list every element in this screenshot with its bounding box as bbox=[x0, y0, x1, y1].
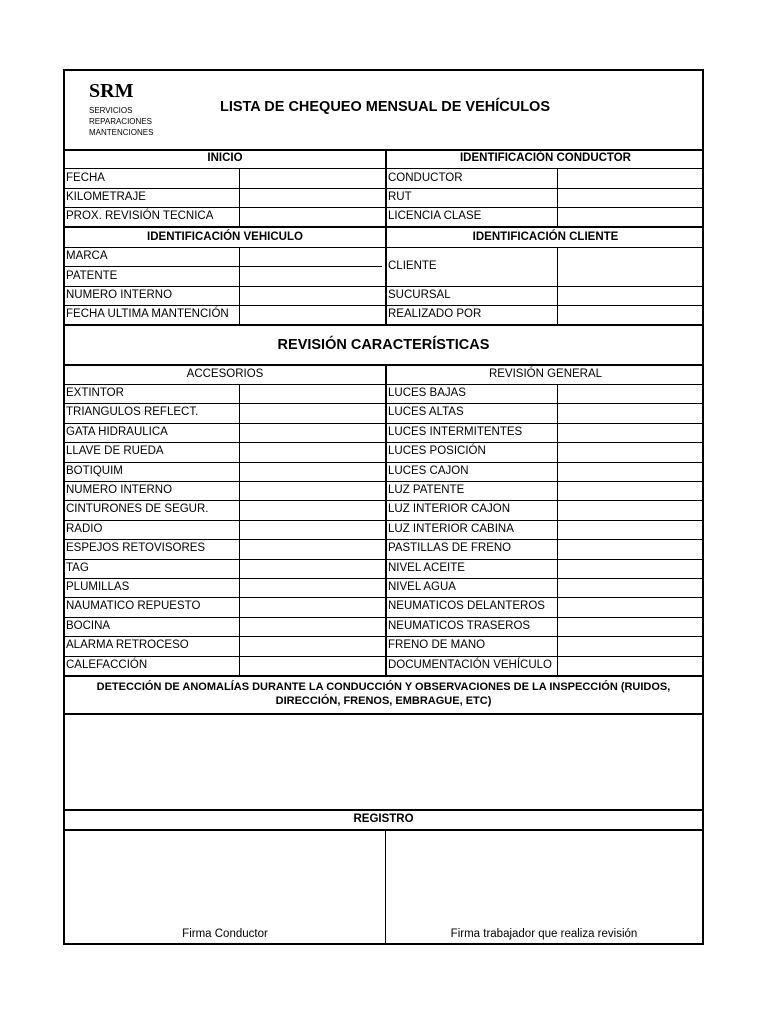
revision-check-cell[interactable] bbox=[558, 424, 704, 442]
revision-check-cell[interactable] bbox=[558, 598, 704, 616]
patente-input[interactable] bbox=[240, 267, 385, 286]
revision-check-cell[interactable] bbox=[558, 501, 704, 519]
conductor-input[interactable] bbox=[558, 169, 704, 188]
accesorio-item-label: CALEFACCIÓN bbox=[66, 659, 148, 672]
accesorio-item-label: ALARMA RETROCESO bbox=[66, 639, 189, 652]
accesorio-item-label: NAUMATICO REPUESTO bbox=[66, 600, 201, 613]
revision-check-cell[interactable] bbox=[558, 637, 704, 655]
revision-item-label: LUZ INTERIOR CAJON bbox=[388, 503, 511, 516]
revision-item-label: PASTILLAS DE FRENO bbox=[388, 542, 512, 555]
accesorios-header: ACCESORIOS bbox=[186, 368, 264, 381]
grid-line bbox=[385, 364, 387, 675]
accesorio-check-cell[interactable] bbox=[240, 482, 385, 500]
logo-line-1: SERVICIOS bbox=[89, 106, 133, 115]
accesorio-check-cell[interactable] bbox=[240, 540, 385, 558]
checklist-sheet bbox=[63, 69, 704, 945]
accesorio-check-cell[interactable] bbox=[240, 657, 385, 675]
licencia-label: LICENCIA CLASE bbox=[388, 210, 482, 223]
grid-line bbox=[65, 675, 702, 677]
firma-conductor-area[interactable] bbox=[65, 831, 385, 927]
observaciones-area[interactable] bbox=[65, 715, 702, 809]
accesorio-item-label: ESPEJOS RETOVISORES bbox=[66, 542, 206, 555]
revision-check-cell[interactable] bbox=[558, 404, 704, 422]
cliente-label: CLIENTE bbox=[388, 260, 437, 273]
accesorio-check-cell[interactable] bbox=[240, 598, 385, 616]
revision-item-label: FRENO DE MANO bbox=[388, 639, 486, 652]
revision-item-label: NEUMATICOS DELANTEROS bbox=[388, 600, 545, 613]
rut-label: RUT bbox=[388, 191, 412, 204]
logo-line-2: REPARACIONES bbox=[89, 117, 152, 126]
conductor-header: IDENTIFICACIÓN CONDUCTOR bbox=[459, 152, 631, 165]
accesorio-item-label: CINTURONES DE SEGUR. bbox=[66, 503, 209, 516]
inicio-label-prox-revision: PROX. REVISIÓN TECNICA bbox=[66, 210, 214, 223]
kilometraje-input[interactable] bbox=[240, 189, 385, 207]
revision-item-label: NIVEL ACEITE bbox=[388, 562, 465, 575]
page-title: LISTA DE CHEQUEO MENSUAL DE VEHÍCULOS bbox=[219, 99, 551, 115]
fecha-mantencion-label: FECHA ULTIMA MANTENCIÓN bbox=[66, 308, 229, 321]
revision-item-label: LUCES BAJAS bbox=[388, 387, 466, 400]
marca-input[interactable] bbox=[240, 248, 385, 266]
cliente-header: IDENTIFICACIÓN CLIENTE bbox=[472, 230, 619, 243]
accesorio-check-cell[interactable] bbox=[240, 443, 385, 461]
revision-item-label: NIVEL AGUA bbox=[388, 581, 456, 594]
accesorio-item-label: BOCINA bbox=[66, 620, 111, 633]
revision-item-label: NEUMATICOS TRASEROS bbox=[388, 620, 531, 633]
accesorio-check-cell[interactable] bbox=[240, 501, 385, 519]
accesorio-item-label: EXTINTOR bbox=[66, 387, 124, 400]
accesorio-check-cell[interactable] bbox=[240, 560, 385, 578]
inicio-label-fecha: FECHA bbox=[66, 171, 105, 184]
firma-trabajador-label: Firma trabajador que realiza revisión bbox=[450, 928, 638, 941]
revision-check-cell[interactable] bbox=[558, 521, 704, 539]
revision-item-label: LUCES INTERMITENTES bbox=[388, 426, 523, 439]
licencia-input[interactable] bbox=[558, 208, 704, 226]
firma-trabajador-area[interactable] bbox=[386, 831, 702, 927]
revision-check-cell[interactable] bbox=[558, 443, 704, 461]
revision-check-cell[interactable] bbox=[558, 579, 704, 597]
firma-conductor-label: Firma Conductor bbox=[182, 928, 268, 941]
accesorio-item-label: LLAVE DE RUEDA bbox=[66, 445, 164, 458]
marca-label: MARCA bbox=[66, 250, 108, 263]
revision-item-label: LUZ INTERIOR CABINA bbox=[388, 523, 514, 536]
revision-item-label: LUCES POSICIÓN bbox=[388, 445, 486, 458]
accesorio-item-label: PLUMILLAS bbox=[66, 581, 130, 594]
sucursal-label: SUCURSAL bbox=[388, 289, 451, 302]
accesorio-item-label: RADIO bbox=[66, 523, 103, 536]
accesorio-check-cell[interactable] bbox=[240, 463, 385, 481]
registro-header: REGISTRO bbox=[353, 813, 414, 826]
numero-interno-input[interactable] bbox=[240, 287, 385, 305]
revision-check-cell[interactable] bbox=[558, 540, 704, 558]
inicio-header: INICIO bbox=[207, 152, 243, 165]
accesorio-check-cell[interactable] bbox=[240, 385, 385, 403]
revision-general-header: REVISIÓN GENERAL bbox=[488, 368, 603, 381]
grid-line bbox=[557, 384, 558, 675]
conductor-label: CONDUCTOR bbox=[388, 171, 463, 184]
accesorio-item-label: NUMERO INTERNO bbox=[66, 484, 173, 497]
rut-input[interactable] bbox=[558, 189, 704, 207]
revision-item-label: LUCES ALTAS bbox=[388, 406, 464, 419]
fecha-input[interactable] bbox=[240, 169, 385, 188]
revision-item-label: LUZ PATENTE bbox=[388, 484, 465, 497]
grid-line bbox=[239, 384, 240, 675]
prox-revision-input[interactable] bbox=[240, 208, 385, 226]
accesorio-check-cell[interactable] bbox=[240, 521, 385, 539]
cliente-input[interactable] bbox=[558, 248, 704, 286]
vehiculo-header: IDENTIFICACIÓN VEHICULO bbox=[147, 230, 303, 243]
sucursal-input[interactable] bbox=[558, 287, 704, 305]
revision-check-cell[interactable] bbox=[558, 657, 704, 675]
accesorio-check-cell[interactable] bbox=[240, 579, 385, 597]
accesorio-check-cell[interactable] bbox=[240, 424, 385, 442]
fecha-mantencion-input[interactable] bbox=[240, 306, 385, 324]
accesorio-check-cell[interactable] bbox=[240, 637, 385, 655]
accesorio-item-label: BOTIQUIM bbox=[66, 465, 123, 478]
revision-title: REVISIÓN CARACTERÍSTICAS bbox=[277, 336, 490, 353]
observaciones-heading: DETECCIÓN DE ANOMALÍAS DURANTE LA CONDUCCIÓN Y OBSERVACIONES DE LA INSPECCIÓN (RUIDOS, DIRECCIÓN, FRENOS, EMBRAGUE, ETC) bbox=[96, 681, 671, 707]
revision-check-cell[interactable] bbox=[558, 463, 704, 481]
accesorio-item-label: TRIANGULOS REFLECT. bbox=[66, 406, 199, 419]
accesorio-check-cell[interactable] bbox=[240, 404, 385, 422]
accesorio-item-label: TAG bbox=[66, 562, 89, 575]
accesorio-item-label: GATA HIDRAULICA bbox=[66, 426, 168, 439]
accesorio-check-cell[interactable] bbox=[240, 618, 385, 636]
revision-check-cell[interactable] bbox=[558, 385, 704, 403]
logo-text: SRM bbox=[89, 80, 134, 102]
logo-line-3: MANTENCIONES bbox=[89, 128, 154, 137]
realizado-por-input[interactable] bbox=[558, 306, 704, 324]
inicio-label-kilometraje: KILOMETRAJE bbox=[66, 191, 146, 204]
numero-interno-label: NUMERO INTERNO bbox=[66, 289, 173, 302]
revision-check-cell[interactable] bbox=[558, 618, 704, 636]
revision-item-label: LUCES CAJON bbox=[388, 465, 469, 478]
revision-check-cell[interactable] bbox=[558, 560, 704, 578]
revision-check-cell[interactable] bbox=[558, 482, 704, 500]
revision-item-label: DOCUMENTACIÓN VEHÍCULO bbox=[388, 659, 552, 672]
patente-label: PATENTE bbox=[66, 269, 118, 282]
realizado-por-label: REALIZADO POR bbox=[388, 308, 482, 321]
